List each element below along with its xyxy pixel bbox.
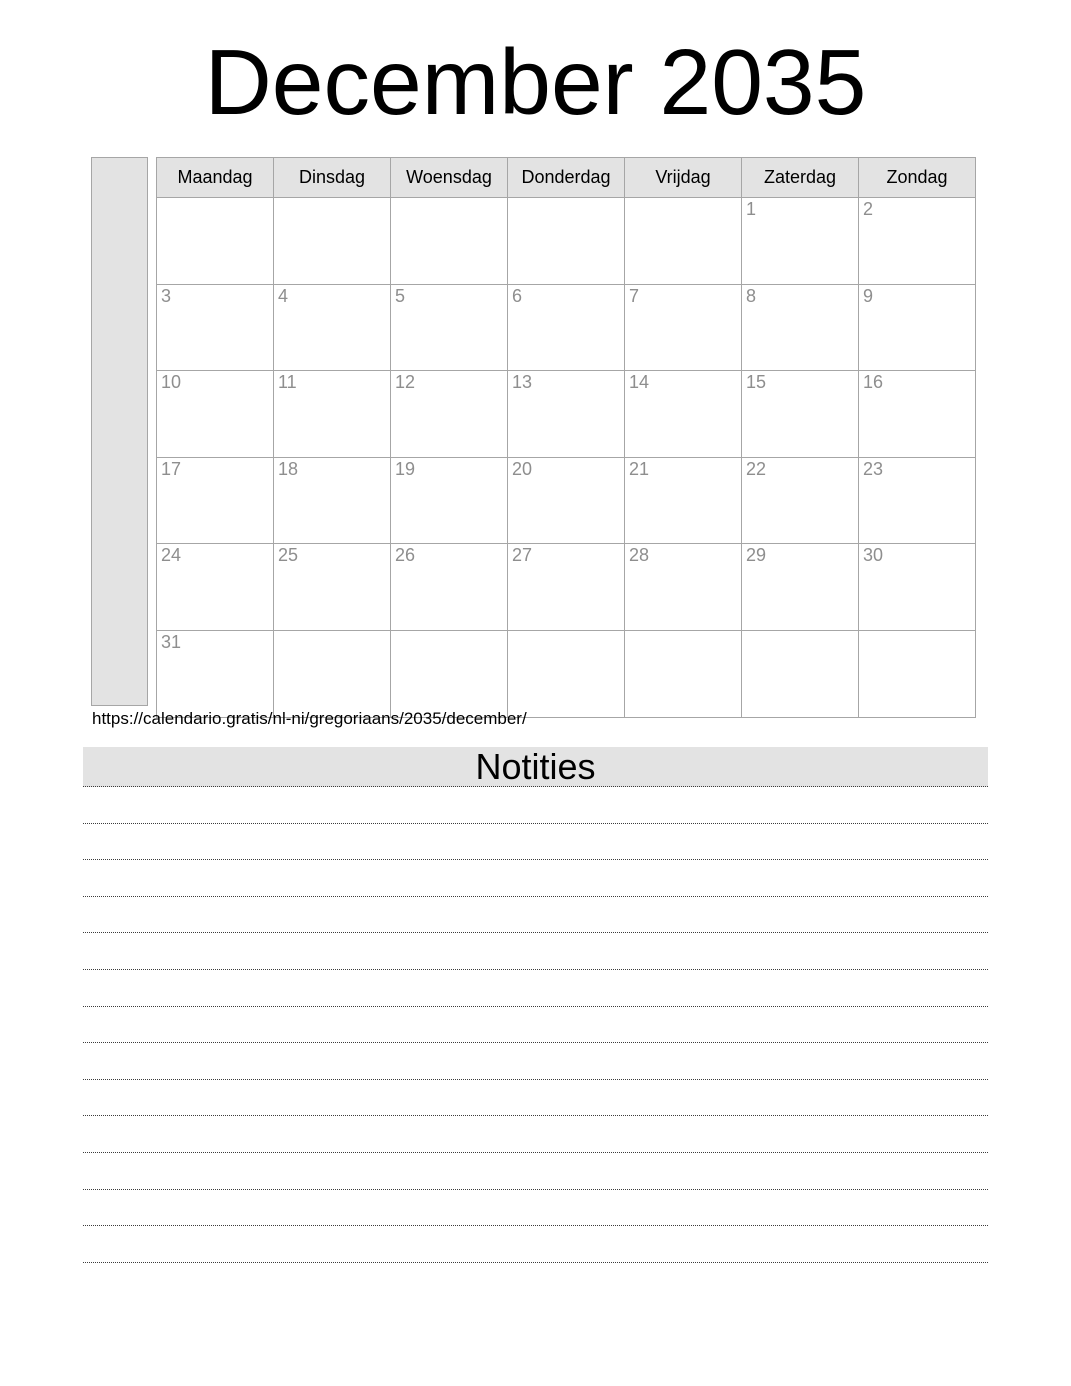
weekday-header: Zaterdag: [742, 158, 859, 198]
day-cell: 7: [625, 284, 742, 371]
source-url: https://calendario.gratis/nl-ni/gregoriaans/2035/december/: [92, 709, 527, 728]
weekday-header: Maandag: [157, 158, 274, 198]
day-cell: 25: [274, 544, 391, 631]
weekday-header: Donderdag: [508, 158, 625, 198]
day-cell: 13: [508, 371, 625, 458]
empty-day-cell: [508, 198, 625, 285]
note-line: [83, 1190, 988, 1227]
day-cell: 22: [742, 457, 859, 544]
week-row: [157, 284, 976, 371]
week-row: [157, 198, 976, 285]
weekday-header-row: [157, 158, 976, 198]
calendar-table: [156, 157, 976, 718]
note-line: [83, 1080, 988, 1117]
day-cell: 26: [391, 544, 508, 631]
empty-day-cell: [625, 198, 742, 285]
weekday-header: Dinsdag: [274, 158, 391, 198]
week-row: [157, 630, 976, 717]
notes-lines: [83, 787, 988, 1263]
empty-day-cell: [391, 630, 508, 717]
weekday-header: Woensdag: [391, 158, 508, 198]
note-line: [83, 1043, 988, 1080]
note-line: [83, 897, 988, 934]
day-cell: 6: [508, 284, 625, 371]
day-cell: 23: [859, 457, 976, 544]
week-row: [157, 544, 976, 631]
day-cell: 2: [859, 198, 976, 285]
week-row: [157, 457, 976, 544]
day-cell: 28: [625, 544, 742, 631]
day-cell: 14: [625, 371, 742, 458]
note-line: [83, 824, 988, 861]
calendar-body: [157, 198, 976, 718]
day-cell: 11: [274, 371, 391, 458]
day-cell: 15: [742, 371, 859, 458]
day-cell: 12: [391, 371, 508, 458]
page-title: December 2035: [204, 30, 867, 134]
day-cell: 27: [508, 544, 625, 631]
notes-section: [83, 747, 988, 1263]
weekday-header: Vrijdag: [625, 158, 742, 198]
empty-day-cell: [625, 630, 742, 717]
note-line: [83, 860, 988, 897]
week-gutter-column: [91, 157, 148, 706]
day-cell: 19: [391, 457, 508, 544]
empty-day-cell: [157, 198, 274, 285]
notes-title: Notities: [475, 746, 596, 787]
note-line: [83, 1007, 988, 1044]
note-line: [83, 1226, 988, 1263]
day-cell: 3: [157, 284, 274, 371]
day-cell: 10: [157, 371, 274, 458]
day-cell: 18: [274, 457, 391, 544]
note-line: [83, 933, 988, 970]
day-cell: 17: [157, 457, 274, 544]
day-cell: 29: [742, 544, 859, 631]
day-cell: 5: [391, 284, 508, 371]
note-line: [83, 970, 988, 1007]
empty-day-cell: [274, 630, 391, 717]
calendar: [91, 157, 976, 718]
day-cell: 16: [859, 371, 976, 458]
day-cell: 4: [274, 284, 391, 371]
day-cell: 30: [859, 544, 976, 631]
notes-header: [83, 747, 988, 787]
week-row: [157, 371, 976, 458]
empty-day-cell: [859, 630, 976, 717]
weekday-header: Zondag: [859, 158, 976, 198]
day-cell: 8: [742, 284, 859, 371]
day-cell: 20: [508, 457, 625, 544]
empty-day-cell: [391, 198, 508, 285]
note-line: [83, 1153, 988, 1190]
empty-day-cell: [274, 198, 391, 285]
note-line: [83, 787, 988, 824]
day-cell: 31: [157, 630, 274, 717]
empty-day-cell: [508, 630, 625, 717]
empty-day-cell: [742, 630, 859, 717]
day-cell: 24: [157, 544, 274, 631]
day-cell: 1: [742, 198, 859, 285]
note-line: [83, 1116, 988, 1153]
day-cell: 21: [625, 457, 742, 544]
day-cell: 9: [859, 284, 976, 371]
